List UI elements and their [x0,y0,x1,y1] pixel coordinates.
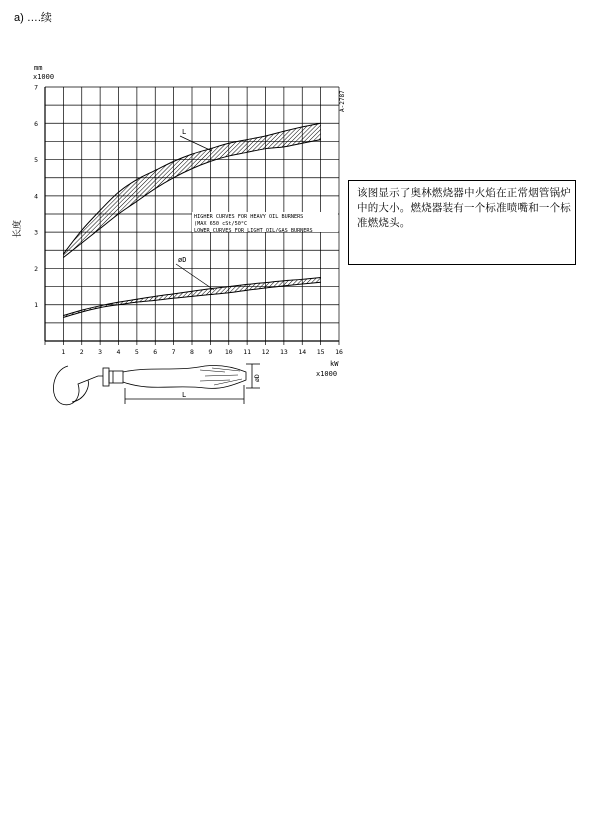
x-tick-label: 13 [279,348,288,356]
legend-line-1: HIGHER CURVES FOR HEAVY OIL BURNERS [194,214,304,220]
x-unit-top: kW [330,360,339,368]
y-tick-label: 5 [34,156,38,165]
x-tick-label: 3 [98,348,103,356]
x-tick-label: 2 [79,348,84,356]
y-tick-label: 6 [34,119,38,128]
y-unit-top: mm [34,64,43,72]
x-tick-label: 11 [243,348,252,356]
y-tick-label: 1 [34,301,38,310]
page-heading: a) ….续 [14,12,52,24]
legend-line-2: (MAX 650 cSt/50°C [194,221,248,227]
x-tick-label: 7 [171,348,176,356]
x-tick-label: 4 [116,348,121,356]
x-tick-label: 15 [316,348,325,356]
y-unit-bottom: x1000 [33,73,55,81]
x-tick-label: 8 [190,348,194,356]
side-code: A-2787 [339,90,346,112]
series-label-d: øD [178,256,187,264]
y-tick-label: 7 [34,83,38,92]
x-tick-label: 16 [335,348,343,356]
y-tick-label: 2 [34,264,38,273]
x-unit-bottom: x1000 [316,370,338,378]
x-tick-label: 14 [298,348,307,356]
y-tick-label: 3 [34,228,38,237]
legend-line-3: LOWER CURVES FOR LIGHT OIL/GAS BURNERS [194,228,313,234]
series-leader-l [180,136,212,151]
x-tick-label: 1 [61,348,66,356]
flame-outline [123,365,246,388]
burner-tube [109,371,123,383]
description-box: 该图显示了奥林燃烧器中火焰在正常烟管锅炉中的大小。燃烧器装有一个标准喷嘴和一个标准燃烧头。 [348,180,576,265]
x-tick-label: 9 [208,348,213,356]
x-tick-label: 12 [261,348,270,356]
series-leader-d [176,264,214,290]
x-tick-label: 6 [153,348,158,356]
sketch-label-length: L [182,391,187,399]
x-tick-label: 10 [224,348,233,356]
y-axis-label: 长度 [13,219,23,238]
burner-flange [103,368,109,386]
x-tick-label: 5 [134,348,139,356]
burner-housing [53,366,103,405]
series-label-l: L [182,128,187,136]
burner-sketch [53,364,260,405]
y-tick-label: 4 [34,192,38,201]
sketch-label-diameter: øD [253,374,261,382]
